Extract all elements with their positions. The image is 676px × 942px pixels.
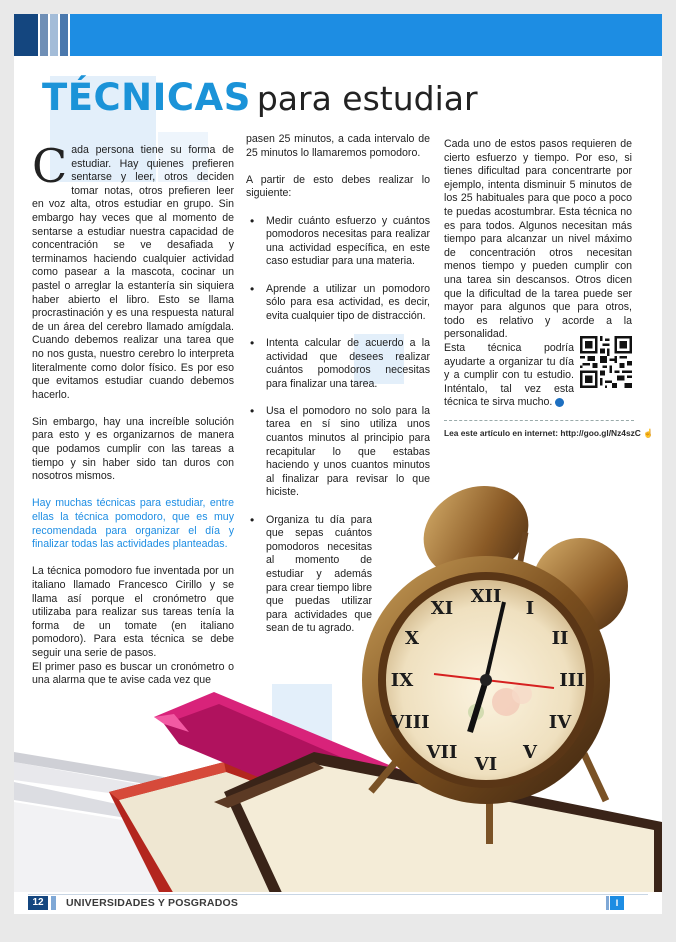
svg-text:II: II [551,628,569,649]
paragraph-text: Esta técnica podría ayudarte a organizar tu día y a cumplir con tu estudio. Inténtalo, tal vez esta técnica te sirva mucho. [444,341,574,409]
svg-text:III: III [559,670,585,691]
paragraph: Cada uno de estos pasos requieren de cierto esfuerzo y tiempo. Por eso, si tienes dificultad para concentrarte por ejemplo, intenta disminuir 5 minutos de los 25 habituales para que poco a poco te puedas acostumbrar. Esta técnica no es para todos. Algunos necesitan más tiempo para alcanzar un nivel máximo de concentración otros necesitan menos tiempo y pueden cumplir con una tarea sin descansos. Otros dicen que la dificultad de la tarea puede ser mayor para algunos que para otros, todo es relativo y acorde a la personalidad. [444,138,632,341]
svg-text:XI: XI [430,598,454,619]
svg-text:IV: IV [548,712,572,733]
page-footer [14,892,662,914]
footer-right-mark: I [610,896,624,910]
svg-text:X: X [405,628,419,649]
list-item: • Usa el pomodoro no solo para la tarea en sí sino utiliza unos cuantos minutos al principio para recapitular lo que estabas haciendo y unos cuantos minutos al finalizar para revisar lo que hiciste. [246,405,430,500]
svg-text:VII: VII [426,742,458,763]
end-mark-icon [555,398,564,407]
books-and-clock-illustration [14,462,662,902]
footer-accent [606,896,609,910]
online-link-text: Lea este artículo en internet: http://goo.gl/Nz4szC [444,428,641,438]
svg-text:IX: IX [390,670,414,691]
article-title [42,76,478,119]
svg-text:I: I [525,598,535,619]
title-light: para estudiar [256,79,478,118]
paragraph: A partir de esto debes realizar lo siguiente: [246,173,430,200]
title-strong: TÉCNICAS [42,76,251,119]
svg-text:VIII: VIII [390,712,430,733]
footer-rule [28,894,648,895]
list-item: • Medir cuánto esfuerzo y cuántos pomodoros necesitas para realizar una actividad específica, en este caso estudiar para una materia. [246,215,430,269]
footer-section-label: UNIVERSIDADES Y POSGRADOS [66,897,239,909]
svg-text:V: V [523,742,537,763]
paragraph: Sin embargo, hay una increíble solución para esto y es organizarnos de manera que podamos cumplir con las tareas a tiempo y sin haber sido tan duros con nosotros mismos. [32,415,234,483]
online-link[interactable] [444,428,654,439]
qr-code-icon[interactable] [580,336,632,388]
list-item: • Organiza tu día para que sepas cuántos pomodoros necesitas al momento de estudiar y además para crear tiempo libre que puedas utilizar para actividades que sean de tu agrado. [246,514,372,636]
header-bar [14,14,662,56]
dashed-divider [444,420,634,421]
header-stripe [50,14,58,56]
paragraph: ada persona tiene su forma de estudiar. Hay quienes prefieren sentarse y leer, otros deciden tomar notas, otros prefieren leer en voz alta, otros estudiar en grupo. Sin embargo hay veces que al momento de sentarse a estudiar nuestra capacidad de concentración se ve desafiada y terminamos haciendo cualquier actividad como pasear a la mascota, cocinar un pastel o arreglar la estantería sin siquiera haber abierto el libro. Esto se llama procrastinación y es una respuesta natural de un área del cerebro llamado amígdala. Cuando debemos realizar una tarea que no nos gusta, nuestro cerebro lo interpreta literalmente como dolor físico. Es por eso que evitamos estudiar cuando debemos hacerlo. [32,144,234,401]
magazine-page [14,14,662,914]
paragraph: pasen 25 minutos, a cada intervalo de 25 minutos lo llamaremos pomodoro. [246,133,430,159]
hand-pointer-icon: ☝ [643,428,654,438]
list-item: • Intenta calcular de acuerdo a la actividad que desees realizar cuántos pomodoros necesitas para finalizar una tarea. [246,337,430,391]
paragraph: El primer paso es buscar un cronómetro o una alarma que te avise cada vez que [32,660,234,687]
header-blue-band [70,14,662,56]
closing-paragraph [444,342,574,410]
header-stripe [60,14,68,56]
highlight-paragraph: Hay muchas técnicas para estudiar, entre ellas la técnica pomodoro, que es muy recomendada para organizar el día y finalizar todas las actividades planteadas. [32,497,234,551]
page-number: 12 [28,896,48,910]
header-stripe [40,14,48,56]
footer-accent [51,896,56,910]
header-navy-block [14,14,38,56]
svg-text:VI: VI [474,754,498,775]
list-item: • Aprende a utilizar un pomodoro sólo para esa actividad, es decir, evita cualquier tipo de distracción. [246,283,430,324]
svg-text:XII: XII [470,586,502,607]
drop-cap: C [32,139,68,193]
paragraph: La técnica pomodoro fue inventada por un italiano llamado Francesco Cirillo y se llama así porque el cronómetro que utilizaba para realizar sus tareas tenía la forma de un tomate (en italiano pomodoro). Para esta técnica se debe seguir una serie de pasos. [32,565,234,659]
